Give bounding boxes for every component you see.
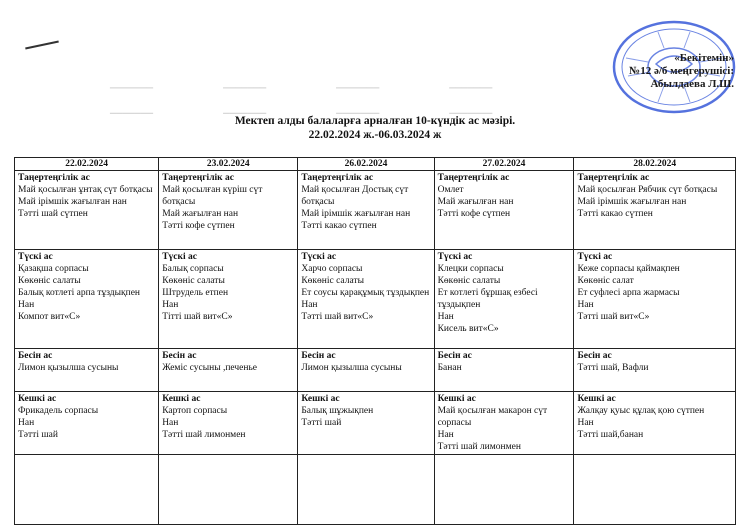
- meal-title: Таңертеңгілік ас: [18, 173, 90, 183]
- breakfast-cell: [15, 171, 159, 250]
- lunch-cell: [298, 250, 434, 349]
- dish: Жалқау қуыс құлақ қою сүтпен: [577, 406, 705, 416]
- empty-cell: [574, 455, 736, 525]
- dish: Май жағылған нан: [162, 209, 239, 219]
- dish: Тәтті какао сүтпен: [301, 221, 377, 231]
- dish: Май жағылған нан: [437, 197, 514, 207]
- dish: Май ірімшік жағылған нан: [18, 197, 127, 207]
- meal-title: Кешкі ас: [301, 394, 340, 404]
- dish: Тәтті шай вит«С»: [301, 312, 374, 322]
- dish: Нан: [18, 300, 35, 310]
- dish: Тәтті шай: [301, 418, 342, 428]
- meal-title: Таңертеңгілік ас: [301, 173, 374, 183]
- snack-cell: [574, 349, 736, 392]
- date-header: 23.02.2024: [159, 158, 298, 171]
- date-header: 27.02.2024: [434, 158, 574, 171]
- approval-signatory: Абылдаева Л.Ш.: [650, 78, 734, 90]
- dish: Картоп сорпасы: [162, 406, 228, 416]
- meal-title: Таңертеңгілік ас: [162, 173, 234, 183]
- dish: Фрикадель сорпасы: [18, 406, 99, 416]
- menu-title: Мектеп алды балаларға арналған 10-күндік ас мәзірі.: [234, 115, 516, 127]
- dish: Май қосылған күріш сүт ботқасы: [162, 185, 263, 207]
- empty-row: [15, 455, 736, 525]
- snack-cell: [434, 349, 574, 392]
- dish: Май ірімшік жағылған нан: [577, 197, 687, 207]
- lunch-cell: [574, 250, 736, 349]
- dish: Көкөніс салат: [577, 276, 634, 286]
- pen-stroke-mark: [25, 40, 59, 49]
- meal-title: Түскі ас: [437, 252, 473, 262]
- meal-title: Түскі ас: [577, 252, 613, 262]
- dish: Банан: [437, 363, 462, 373]
- date-header-row: [15, 158, 736, 171]
- dish: Тітті шай вит«С»: [162, 312, 233, 322]
- dish: Тәтті какао сүтпен: [577, 209, 653, 219]
- breakfast-cell: [159, 171, 298, 250]
- meal-title: Кешкі ас: [577, 394, 616, 404]
- breakfast-cell: [574, 171, 736, 250]
- dish: Тәтті шай лимонмен: [162, 430, 246, 440]
- breakfast-cell: [434, 171, 574, 250]
- date-header: 22.02.2024: [15, 158, 159, 171]
- dish: Ет суфлесі арпа жармасы: [577, 288, 680, 298]
- meal-title: Түскі ас: [18, 252, 53, 262]
- dish: Тәтті шай вит«С»: [577, 312, 650, 322]
- dish: Ет соусы қарақұмық тұздықпен: [301, 288, 430, 298]
- dish: Балық шұжықпен: [301, 406, 374, 416]
- dish: Кисель вит«С»: [437, 324, 499, 334]
- meal-title: Кешкі ас: [162, 394, 201, 404]
- lunch-cell: [434, 250, 574, 349]
- empty-cell: [159, 455, 298, 525]
- dish: Көкөніс салаты: [162, 276, 225, 286]
- dish: Тәтті шай лимонмен: [437, 442, 521, 452]
- meal-title: Бесін ас: [162, 351, 197, 361]
- lunch-cell: [15, 250, 159, 349]
- lunch-cell: [159, 250, 298, 349]
- dish: Харчо сорпасы: [301, 264, 363, 274]
- dish: Қазақша сорпасы: [18, 264, 89, 274]
- dish: Тәтті кофе сүтпен: [437, 209, 511, 219]
- dish: Ет котлеті бұршақ езбесі тұздықпен: [437, 288, 538, 310]
- snack-row: [15, 349, 736, 392]
- snack-cell: [159, 349, 298, 392]
- dish: Май қосылған Достық сүт ботқасы: [301, 185, 409, 207]
- meal-title: Кешкі ас: [18, 394, 57, 404]
- dish: Жеміс сусыны ,печенье: [162, 363, 258, 373]
- date-header: 26.02.2024: [298, 158, 434, 171]
- dish: Нан: [437, 430, 454, 440]
- meal-title: Бесін ас: [577, 351, 612, 361]
- dinner-cell: [434, 392, 574, 455]
- meal-title: Түскі ас: [162, 252, 197, 262]
- snack-cell: [15, 349, 159, 392]
- dish: Штрудель етпен: [162, 288, 229, 298]
- approval-block: [629, 52, 734, 91]
- date-header: 28.02.2024: [574, 158, 736, 171]
- approval-heading: «Бекітемін»: [674, 52, 734, 64]
- meal-title: Кешкі ас: [437, 394, 476, 404]
- approval-position: №12 ә/б меңгерушісі:: [629, 65, 734, 77]
- dinner-cell: [159, 392, 298, 455]
- dinner-cell: [574, 392, 736, 455]
- dish: Көкөніс салаты: [437, 276, 501, 286]
- empty-cell: [15, 455, 159, 525]
- meal-title: Бесін ас: [18, 351, 53, 361]
- meal-title: Түскі ас: [301, 252, 337, 262]
- dish: Балық сорпасы: [162, 264, 224, 274]
- dish: Тәтті шай,банан: [577, 430, 644, 440]
- dish: Клецки сорпасы: [437, 264, 504, 274]
- dish: Нан: [301, 300, 318, 310]
- dinner-cell: [298, 392, 434, 455]
- dish: Компот вит«С»: [18, 312, 81, 322]
- dish: Көкөніс салаты: [18, 276, 81, 286]
- meal-title: Таңертеңгілік ас: [577, 173, 650, 183]
- meal-title: Бесін ас: [437, 351, 472, 361]
- snack-cell: [298, 349, 434, 392]
- meal-title: Таңертеңгілік ас: [437, 173, 510, 183]
- empty-cell: [434, 455, 574, 525]
- dish: Май қосылған ұнтақ сүт ботқасы: [18, 185, 153, 195]
- dish: Нан: [162, 418, 179, 428]
- dish: Омлет: [437, 185, 464, 195]
- dish: Нан: [162, 300, 179, 310]
- dish: Балық котлеті арпа тұздықпен: [18, 288, 141, 298]
- menu-table: [14, 157, 736, 525]
- breakfast-row: [15, 171, 736, 250]
- dish: Лимон қызылша сусыны: [18, 363, 119, 373]
- empty-cell: [298, 455, 434, 525]
- breakfast-cell: [298, 171, 434, 250]
- bleed-through-text: ▔▔▔▔▔▔▔ ▔▔▔▔▔▔▔ ▔▔▔▔▔▔▔ ▔▔▔▔▔▔▔ ▁▁▁▁▁▁▁ ▁▁▁▁▁▁▁ ▁▁▁▁▁▁▁ ▁▁▁▁▁▁▁: [110, 88, 493, 114]
- dish: Кеже сорпасы қаймақпен: [577, 264, 680, 274]
- meal-title: Бесін ас: [301, 351, 336, 361]
- dish: Нан: [577, 418, 594, 428]
- dish: Тәтті шай сүтпен: [18, 209, 88, 219]
- dish: Нан: [18, 418, 35, 428]
- dish: Нан: [577, 300, 594, 310]
- dinner-row: [15, 392, 736, 455]
- dish: Май ірімшік жағылған нан: [301, 209, 411, 219]
- dinner-cell: [15, 392, 159, 455]
- dish: Май қосылған макарон сүт сорпасы: [437, 406, 548, 428]
- dish: Лимон қызылша сусыны: [301, 363, 402, 373]
- dish: Тәтті шай: [18, 430, 58, 440]
- dish: Тәтті шай, Вафли: [577, 363, 649, 373]
- dish: Тәтті кофе сүтпен: [162, 221, 235, 231]
- menu-date-range: 22.02.2024 ж.-06.03.2024 ж: [308, 129, 442, 141]
- dish: Нан: [437, 312, 454, 322]
- lunch-row: [15, 250, 736, 349]
- dish: Көкөніс салаты: [301, 276, 364, 286]
- dish: Май қосылған Рябчик сүт ботқасы: [577, 185, 718, 195]
